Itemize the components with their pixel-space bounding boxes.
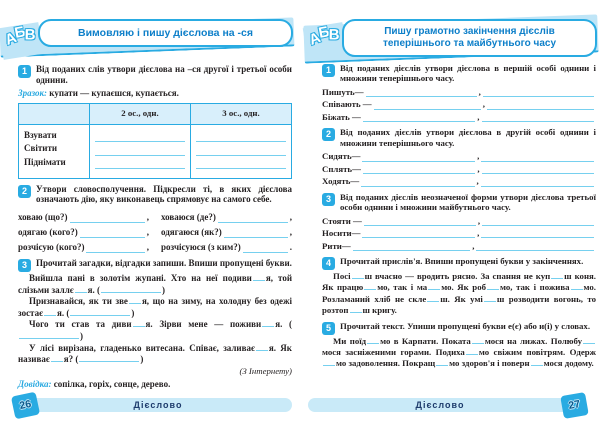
write-in-line — [196, 156, 286, 170]
separator: , — [477, 151, 480, 162]
write-in-blank — [80, 236, 145, 238]
page-header-right — [304, 18, 600, 58]
riddle-text: Признавайся, як ти зве я, що на зиму, на холодну без одежі зостає я. ( ) — [18, 296, 292, 318]
write-in-blank — [481, 185, 594, 187]
separator: , — [482, 99, 485, 110]
separator: , — [476, 176, 479, 187]
exercise-2 — [18, 184, 292, 205]
write-in-line — [196, 129, 286, 143]
lesson-title-line1: Пишу грамотно закінчення дієслів — [384, 26, 555, 37]
write-in-blank — [361, 185, 474, 187]
sample-text: купати — купаєшся, купається. — [49, 88, 179, 99]
exercise-number-badge: 1 — [322, 64, 335, 77]
verb-row — [322, 110, 596, 123]
write-in-line — [95, 129, 185, 143]
write-in-blank — [86, 251, 144, 253]
story-text: Ми поїд мо в Карпати. Поката мося на лижах. Полюбумося засніженими горами. Подиха мо свіжим повітрям. Одержмо задоволення. Покращ мо здоров'я і поверн мося додому. — [322, 335, 596, 369]
write-in-blank — [367, 335, 379, 344]
separator: , — [472, 240, 475, 251]
write-in-blank — [482, 120, 595, 122]
write-in-blank — [571, 281, 583, 290]
sample-line — [18, 88, 292, 99]
write-in-blank — [481, 236, 594, 238]
separator: , — [289, 227, 292, 238]
table-verb: Піднімати — [24, 156, 66, 167]
riddles-block — [18, 272, 292, 365]
verb-word: Ходять— — [322, 176, 360, 187]
chapter-banner: Дієслово — [24, 398, 292, 412]
verb-word: Біжать — — [322, 111, 361, 122]
verb-word: Сидять— — [322, 151, 361, 162]
write-in-blank — [256, 342, 268, 351]
separator: , — [478, 86, 481, 97]
exercise-instruction: Утвори словосполучення. Підкресли ті, в яких дієслова означають дію, яку виконавець спрямовує на самого себе. — [36, 183, 292, 205]
separator: , — [289, 212, 292, 223]
write-in-line — [95, 142, 185, 156]
separator: , — [477, 111, 480, 122]
write-in-blank — [243, 251, 288, 253]
table-header-3rd-person: 3 ос., одн. — [190, 103, 291, 124]
write-in-blank — [253, 272, 265, 281]
exercise-instruction: Прочитай прислів'я. Впиши пропущені букви у закінченнях. — [340, 255, 584, 266]
exercise-instruction: Від поданих слів утвори дієслова на –ся другої і третьої особи однини. — [36, 64, 292, 85]
separator: . — [289, 242, 292, 253]
table-header-2nd-person: 2 ос., одн. — [89, 103, 190, 124]
logo-letter: А — [306, 29, 323, 49]
hint-text: сопілка, горіх, сонце, дерево. — [53, 379, 171, 390]
pair-word: розчісуюся (з ким?) — [161, 242, 241, 253]
hint-line — [18, 379, 292, 390]
hint-label: Довідка: — [18, 379, 52, 390]
exercise-number-badge: 4 — [322, 257, 335, 270]
verb-row — [322, 226, 596, 239]
pair-row — [18, 238, 292, 253]
exercise-number-badge: 3 — [18, 259, 31, 272]
write-in-blank — [364, 224, 476, 226]
write-in-blank — [466, 346, 478, 355]
write-in-blank — [262, 318, 274, 327]
riddle-text: Чого ти став та диви я. Зірви мене — поживи я. () — [18, 318, 292, 341]
write-in-blank — [363, 172, 475, 174]
pair-item — [18, 242, 149, 253]
pair-row — [18, 208, 292, 223]
exercise-instruction: Прочитай загадки, відгадки запиши. Впиши пропущені букви. — [36, 257, 292, 268]
proverbs-text: Посі ш вчасно — вродить рясно. За спання не куп ш коня. Як працю мо, так і ма мо. Як роб мо, так і пожива мо. Розламаний хліб не скле ш. Як умі ш розводити вогонь, то розтоп ш кригу. — [322, 270, 596, 316]
pair-word: ховаюся (де?) — [161, 212, 216, 223]
write-in-blank — [79, 353, 139, 362]
write-in-blank — [224, 236, 288, 238]
write-in-line — [95, 156, 185, 170]
attribution: (З Інтернету) — [239, 365, 292, 376]
exercise-2 — [322, 127, 596, 148]
write-in-blank — [323, 357, 335, 366]
write-in-blank — [133, 318, 145, 327]
write-in-blank — [129, 295, 141, 304]
pair-item — [18, 212, 149, 223]
write-in-blank — [366, 95, 477, 97]
verb-row — [322, 238, 596, 251]
verb-row — [322, 85, 596, 98]
logo-letter: Б — [316, 23, 331, 42]
page-content — [322, 63, 596, 369]
separator: , — [477, 215, 481, 226]
write-in-blank — [436, 357, 448, 366]
abv-logo — [303, 22, 348, 60]
write-in-blank — [218, 221, 288, 223]
verb-word: Співають — — [322, 99, 372, 110]
lesson-title-line2: теперішнього та майбутнього часу — [382, 38, 557, 49]
write-in-blank — [482, 172, 594, 174]
word-pairs — [18, 208, 292, 253]
page-number-badge: 27 — [560, 392, 589, 419]
write-in-blank — [427, 293, 439, 302]
verb-writein-rows — [322, 149, 596, 187]
write-in-blank — [19, 330, 79, 339]
sample-label: Зразок: — [18, 88, 48, 99]
page-left — [0, 0, 296, 422]
write-in-blank — [484, 293, 496, 302]
verb-row — [322, 174, 596, 187]
pair-row — [18, 223, 292, 238]
write-in-blank — [353, 249, 471, 251]
table-writein-column — [89, 124, 190, 178]
page-content — [18, 64, 292, 390]
exercise-instruction: Від поданих дієслів утвори дієслова в першій особі однини і множини теперішнього часу. — [340, 63, 596, 84]
table-verb: Взувати — [24, 129, 57, 140]
write-in-blank — [481, 160, 594, 162]
verb-row — [322, 149, 596, 162]
pair-word: одягаюся (як?) — [161, 227, 222, 238]
separator: , — [146, 227, 149, 238]
exercise-3 — [322, 192, 596, 213]
exercise-number-badge: 2 — [322, 128, 335, 141]
write-in-blank — [364, 281, 376, 290]
exercise-number-badge: 1 — [18, 65, 31, 78]
verb-word: Сплять— — [322, 163, 361, 174]
pair-word: одягаю (кого?) — [18, 227, 78, 238]
riddle-text: Вийшла пані в золотім жупані. Хто на неї подиви я, той слізьми заллє я. ( ) — [18, 272, 293, 295]
write-in-blank — [428, 281, 440, 290]
riddle-text: У лісі вирізана, гладенько витесана. Співає, заливає я. Як називає я? ( ) — [18, 342, 292, 365]
verb-row — [322, 97, 596, 110]
pair-item — [161, 242, 292, 253]
exercise-instruction: Від поданих дієслів неозначеної форми утвори дієслова третьої особи однини і множини майбутнього часу. — [340, 191, 596, 213]
write-in-blank — [352, 270, 364, 279]
exercise-1 — [18, 64, 292, 85]
pair-word: ховаю (що?) — [18, 212, 68, 223]
page-header-left — [0, 18, 296, 58]
write-in-blank — [374, 108, 481, 110]
chapter-banner: Дієслово — [308, 398, 572, 412]
exercise-number-badge: 5 — [322, 322, 335, 335]
lesson-title — [342, 19, 597, 57]
pair-item — [18, 227, 149, 238]
write-in-blank — [75, 284, 87, 293]
page-right — [304, 0, 600, 422]
verb-row — [322, 162, 596, 175]
exercise-1 — [322, 63, 596, 84]
logo-letter: Б — [12, 23, 27, 42]
verb-writein-rows — [322, 213, 596, 251]
write-in-blank — [551, 270, 563, 279]
verb-word: Носити— — [322, 228, 361, 239]
exercise-instruction: Від поданих дієслів утвори дієслова в другій особі однини і множини теперішнього часу. — [340, 127, 596, 148]
write-in-blank — [350, 304, 362, 313]
write-in-blank — [363, 120, 476, 122]
page-number-badge: 26 — [11, 392, 40, 420]
write-in-blank — [362, 236, 475, 238]
write-in-blank — [472, 335, 484, 344]
write-in-blank — [70, 221, 145, 223]
separator: , — [477, 163, 480, 174]
lesson-title — [38, 19, 293, 47]
lesson-title-text: Вимовляю і пишу дієслова на -ся — [77, 27, 254, 39]
write-in-blank — [476, 249, 594, 251]
verb-row — [322, 213, 596, 226]
write-in-blank — [482, 224, 594, 226]
logo-letter: А — [2, 29, 19, 49]
write-in-blank — [101, 284, 161, 293]
table-verbs-column — [19, 124, 90, 178]
write-in-blank — [51, 353, 63, 362]
verb-word: Пишуть— — [322, 86, 364, 97]
pair-item — [161, 212, 292, 223]
separator: , — [477, 228, 480, 239]
write-in-blank — [487, 281, 499, 290]
pair-word: розчісую (кого?) — [18, 242, 85, 253]
pair-item — [161, 227, 292, 238]
exercise-instruction: Прочитай текст. Упиши пропущені букви е(є) або и(і) у словах. — [340, 320, 591, 331]
write-in-line — [196, 142, 286, 156]
verb-word: Стояти — — [322, 215, 362, 226]
write-in-blank — [531, 357, 543, 366]
write-in-blank — [483, 95, 594, 97]
conjugation-table — [18, 103, 292, 179]
separator: , — [146, 242, 149, 253]
write-in-blank — [487, 108, 594, 110]
logo-letter: В — [24, 26, 37, 44]
write-in-blank — [44, 307, 56, 316]
write-in-blank — [362, 160, 475, 162]
exercise-3 — [18, 258, 292, 272]
separator: , — [146, 212, 149, 223]
exercise-4 — [322, 256, 596, 270]
table-verb: Світити — [24, 143, 58, 154]
exercise-number-badge: 2 — [18, 185, 31, 198]
table-header-empty — [19, 103, 90, 124]
logo-letter: В — [328, 26, 341, 44]
verb-word: Рити— — [322, 240, 351, 251]
write-in-blank — [583, 335, 595, 344]
table-writein-column — [190, 124, 291, 178]
exercise-number-badge: 3 — [322, 193, 335, 206]
write-in-blank — [70, 307, 130, 316]
abv-logo — [0, 22, 43, 60]
verb-writein-rows — [322, 85, 596, 123]
exercise-5 — [322, 321, 596, 335]
